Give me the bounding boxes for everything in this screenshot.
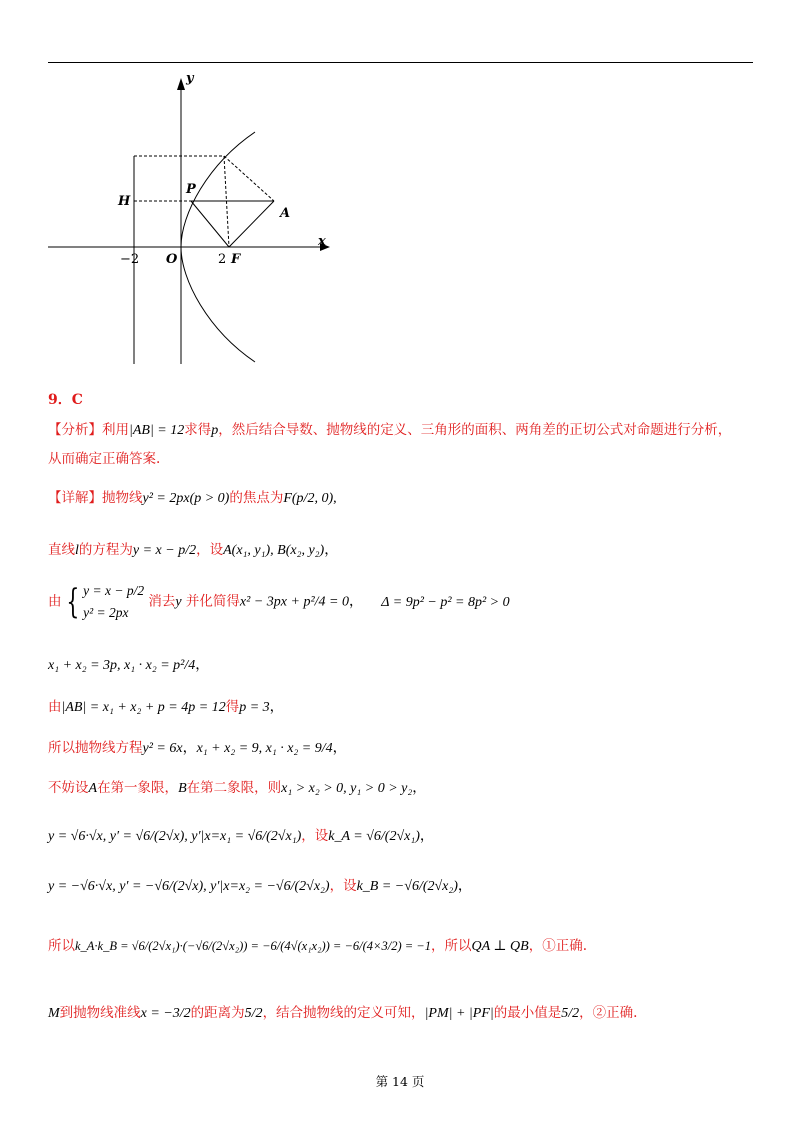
p-eq-3: p = 3 bbox=[239, 700, 270, 715]
line6-text-a: 由 bbox=[48, 699, 62, 715]
line12-text-a: 到抛物线准线 bbox=[59, 1005, 141, 1021]
detail-text-b: 的焦点为 bbox=[229, 490, 284, 506]
system-eq-2: y² = 2px bbox=[83, 605, 129, 620]
analysis-tag: 【分析】 bbox=[48, 422, 102, 438]
label-neg2: −2 bbox=[120, 252, 140, 267]
line-4: 由 { y = x − p/2 y² = 2px 消去y 并化简得x² − 3px + p²/4 = 0， Δ = 9p² − p² = 8p² > 0 bbox=[48, 582, 510, 622]
line12-text-e: ，②正确. bbox=[579, 1005, 638, 1021]
points-AB: A(x₁, y₁), B(x₂, y₂) bbox=[223, 543, 325, 558]
dashed-to-A bbox=[224, 156, 274, 201]
line3-text-b: 的方程为 bbox=[78, 542, 133, 558]
line-10: y = −√6·√x, y′ = −√6/(2√x), y′|x=x₂ = −√6/(2√x₂)，设k_B = −√6/(2√x₂)， bbox=[48, 878, 472, 894]
line3-text-c: ，设 bbox=[196, 542, 224, 558]
line10-set: ，设 bbox=[329, 878, 357, 894]
y-axis-arrow bbox=[177, 78, 185, 90]
line-5: x₁ + x₂ = 3p, x₁ · x₂ = p²/4， bbox=[48, 658, 210, 673]
line-3: 直线l的方程为y = x − p/2，设A(x₁, y₁), B(x₂, y₂)， bbox=[48, 542, 339, 558]
line7-text-a: 所以抛物线方程 bbox=[48, 740, 143, 756]
label-2: 2 bbox=[218, 252, 227, 267]
line12-text-c: ，结合抛物线的定义可知， bbox=[262, 1005, 425, 1021]
vieta-relations: x₁ + x₂ = 3p, x₁ · x₂ = p²/4 bbox=[48, 658, 196, 673]
line9-set: ，设 bbox=[301, 828, 329, 844]
line-11 bbox=[48, 936, 587, 957]
line11-text-c: ，①正确. bbox=[528, 938, 588, 954]
label-O: O bbox=[166, 252, 178, 267]
derivative-1: y = √6·√x, y′ = √6/(2√x), y′|x=x₁ = √6/(2√x₁) bbox=[48, 829, 302, 844]
equation-system bbox=[83, 580, 144, 624]
pm-pf-sum: |PM| + |PF| bbox=[424, 1006, 494, 1021]
line4-text-b: 消去 bbox=[148, 593, 176, 610]
line4-text-a: 由 bbox=[48, 593, 62, 610]
point-M: M bbox=[48, 1006, 60, 1021]
inequality: x₁ > x₂ > 0, y₁ > 0 > y₂ bbox=[281, 781, 413, 796]
point-A: A bbox=[88, 781, 98, 796]
parabola-diagram bbox=[48, 64, 348, 374]
focus-eq: F(p/2, 0) bbox=[283, 491, 334, 506]
line8-text-c: 在第二象限，则 bbox=[186, 780, 282, 796]
detail-line: 【详解】抛物线y² = 2px(p > 0)的焦点为F(p/2, 0), bbox=[48, 490, 337, 506]
ab-sum-eq: |AB| = x₁ + x₂ + p = 4p = 12 bbox=[61, 700, 226, 715]
line8-text-a: 不妨设 bbox=[48, 780, 89, 796]
label-H: H bbox=[118, 194, 131, 209]
point-B: B bbox=[178, 781, 187, 796]
min-value: 5/2 bbox=[561, 1006, 580, 1021]
detail-text-a: 抛物线 bbox=[102, 490, 143, 506]
system-eq-1: y = x − p/2 bbox=[83, 583, 145, 598]
parabola-eq: y² = 2px(p > 0) bbox=[142, 491, 230, 506]
label-A: A bbox=[280, 206, 291, 221]
label-y: y bbox=[186, 71, 194, 86]
analysis-text-b: 求得 bbox=[184, 422, 212, 438]
line3-text-a: 直线 bbox=[48, 542, 75, 558]
line12-text-d: 的最小值是 bbox=[493, 1005, 562, 1021]
line-6: 由|AB| = x₁ + x₂ + p = 4p = 12得p = 3， bbox=[48, 699, 284, 715]
detail-tag: 【详解】 bbox=[48, 490, 102, 506]
analysis-line-1 bbox=[48, 420, 731, 441]
line11-text-b: ，所以 bbox=[430, 938, 472, 954]
line-FA bbox=[229, 201, 274, 247]
slope-kB: k_B = −√6/(2√x₂) bbox=[356, 879, 458, 894]
directrix-eq: x = −3/2 bbox=[140, 1006, 191, 1021]
var-p: p bbox=[211, 423, 219, 438]
analysis-line-2: 从而确定正确答案. bbox=[48, 451, 161, 467]
derivative-2: y = −√6·√x, y′ = −√6/(2√x), y′|x=x₂ = −√6/(2√x₂) bbox=[48, 879, 330, 894]
line12-text-b: 的距离为 bbox=[190, 1005, 245, 1021]
line-7: 所以抛物线方程y² = 6x，x₁ + x₂ = 9, x₁ · x₂ = 9/4， bbox=[48, 740, 347, 756]
label-F: F bbox=[231, 252, 241, 267]
line-8: 不妨设A在第一象限，B在第二象限，则x₁ > x₂ > 0, y₁ > 0 > y₂， bbox=[48, 780, 427, 796]
line-9: y = √6·√x, y′ = √6/(2√x), y′|x=x₁ = √6/(2√x₁)，设k_A = √6/(2√x₁)， bbox=[48, 828, 434, 844]
line6-text-b: 得 bbox=[225, 699, 240, 715]
slope-kA: k_A = √6/(2√x₁) bbox=[328, 829, 420, 844]
analysis-text-c: ，然后结合导数、抛物线的定义、三角形的面积、两角差的正切公式对命题进行分析， bbox=[218, 422, 732, 438]
label-x: x bbox=[318, 234, 326, 249]
ab-eq-12: |AB| = 12 bbox=[129, 423, 185, 438]
line11-text-a: 所以 bbox=[48, 938, 75, 954]
slope-product: k_A·k_B = √6/(2√x₁)·(−√6/(2√x₂)) = −6/(4√(x₁x₂)) = −6/(4×3/2) = −1 bbox=[75, 939, 431, 953]
var-l: l bbox=[75, 543, 79, 558]
perpendicular: QA ⊥ QB bbox=[471, 939, 529, 954]
header-rule bbox=[48, 62, 753, 63]
label-P: P bbox=[186, 182, 196, 197]
distance-value: 5/2 bbox=[244, 1006, 263, 1021]
question-number: 9．C bbox=[48, 392, 83, 408]
parabola-figure bbox=[48, 64, 348, 374]
analysis-text-a: 利用 bbox=[102, 422, 129, 438]
page-footer: 第 14 页 bbox=[375, 1074, 425, 1089]
line-eq: y = x − p/2 bbox=[132, 543, 197, 558]
parabola-6x: y² = 6x bbox=[142, 741, 183, 756]
line-PF bbox=[191, 201, 229, 247]
quadratic-eq: x² − 3px + p²/4 = 0 bbox=[239, 594, 349, 610]
var-y: y bbox=[175, 594, 182, 610]
line4-text-c: 并化简得 bbox=[185, 593, 240, 610]
line8-text-b: 在第一象限， bbox=[97, 780, 179, 796]
line-12 bbox=[48, 1003, 637, 1024]
sums-products: x₁ + x₂ = 9, x₁ · x₂ = 9/4 bbox=[196, 741, 333, 756]
discriminant: Δ = 9p² − p² = 8p² > 0 bbox=[381, 594, 510, 610]
